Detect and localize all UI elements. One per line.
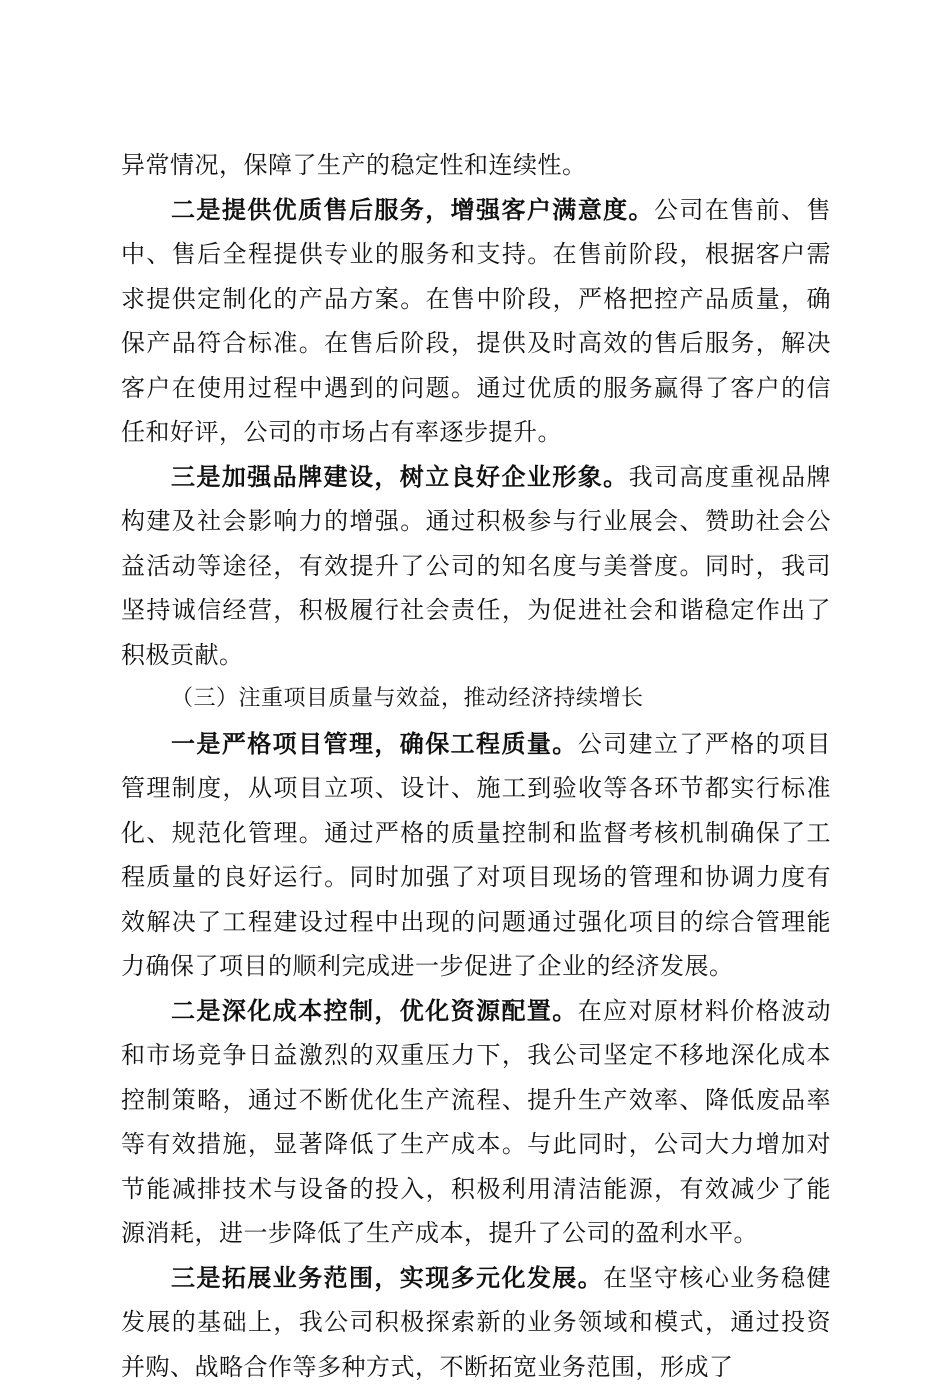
paragraph-project-management	[121, 722, 831, 989]
paragraph-continuation	[121, 143, 831, 188]
paragraph-text: 公司建立了严格的项目管理制度，从项目立项、设计、施工到验收等各环节都实行标准化、规范化管理。通过严格的质量控制和监督考核机制确保了工程质量的良好运行。同时加强了对项目现场的管理和协调力度有效解决了工程建设过程中出现的问题通过强化项目的综合管理能力确保了项目的顺利完成进一步促进了企业的经济发展。	[121, 730, 831, 981]
paragraph-lead: 一是严格项目管理，确保工程质量。	[171, 730, 578, 758]
paragraph-lead: 二是深化成本控制，优化资源配置。	[171, 997, 578, 1025]
paragraph-text: 异常情况，保障了生产的稳定性和连续性。	[121, 151, 587, 179]
paragraph-lead: 三是拓展业务范围，实现多元化发展。	[171, 1264, 603, 1292]
paragraph-brand-building	[121, 455, 831, 678]
paragraph-lead: 二是提供优质售后服务，增强客户满意度。	[171, 196, 654, 224]
document-body	[121, 143, 831, 1389]
paragraph-lead: 三是加强品牌建设，树立良好企业形象。	[171, 463, 629, 491]
paragraph-text: 公司在售前、售中、售后全程提供专业的服务和支持。在售前阶段，根据客户需求提供定制化的产品方案。在售中阶段，严格把控产品质量，确保产品符合标准。在售后阶段，提供及时高效的售后服务，解决客户在使用过程中遇到的问题。通过优质的服务赢得了客户的信任和好评，公司的市场占有率逐步提升。	[121, 196, 831, 447]
paragraph-text: 我司高度重视品牌构建及社会影响力的增强。通过积极参与行业展会、赞助社会公益活动等途径，有效提升了公司的知名度与美誉度。同时，我司坚持诚信经营，积极履行社会责任，为促进社会和谐稳定作出了积极贡献。	[121, 463, 831, 669]
paragraph-text: 在应对原材料价格波动和市场竞争日益激烈的双重压力下，我公司坚定不移地深化成本控制策略，通过不断优化生产流程、提升生产效率、降低废品率等有效措施，显著降低了生产成本。与此同时，公司大力增加对节能减排技术与设备的投入，积极利用清洁能源，有效减少了能源消耗，进一步降低了生产成本，提升了公司的盈利水平。	[121, 997, 831, 1248]
paragraph-business-expansion	[121, 1256, 831, 1389]
paragraph-after-sales-service	[121, 188, 831, 455]
paragraph-text: 在坚守核心业务稳健发展的基础上，我公司积极探索新的业务领域和模式，通过投资并购、战略合作等多种方式，不断拓宽业务范围，形成了	[121, 1264, 831, 1381]
paragraph-cost-control	[121, 989, 831, 1256]
section-subheading: （三）注重项目质量与效益，推动经济持续增长	[121, 677, 831, 722]
